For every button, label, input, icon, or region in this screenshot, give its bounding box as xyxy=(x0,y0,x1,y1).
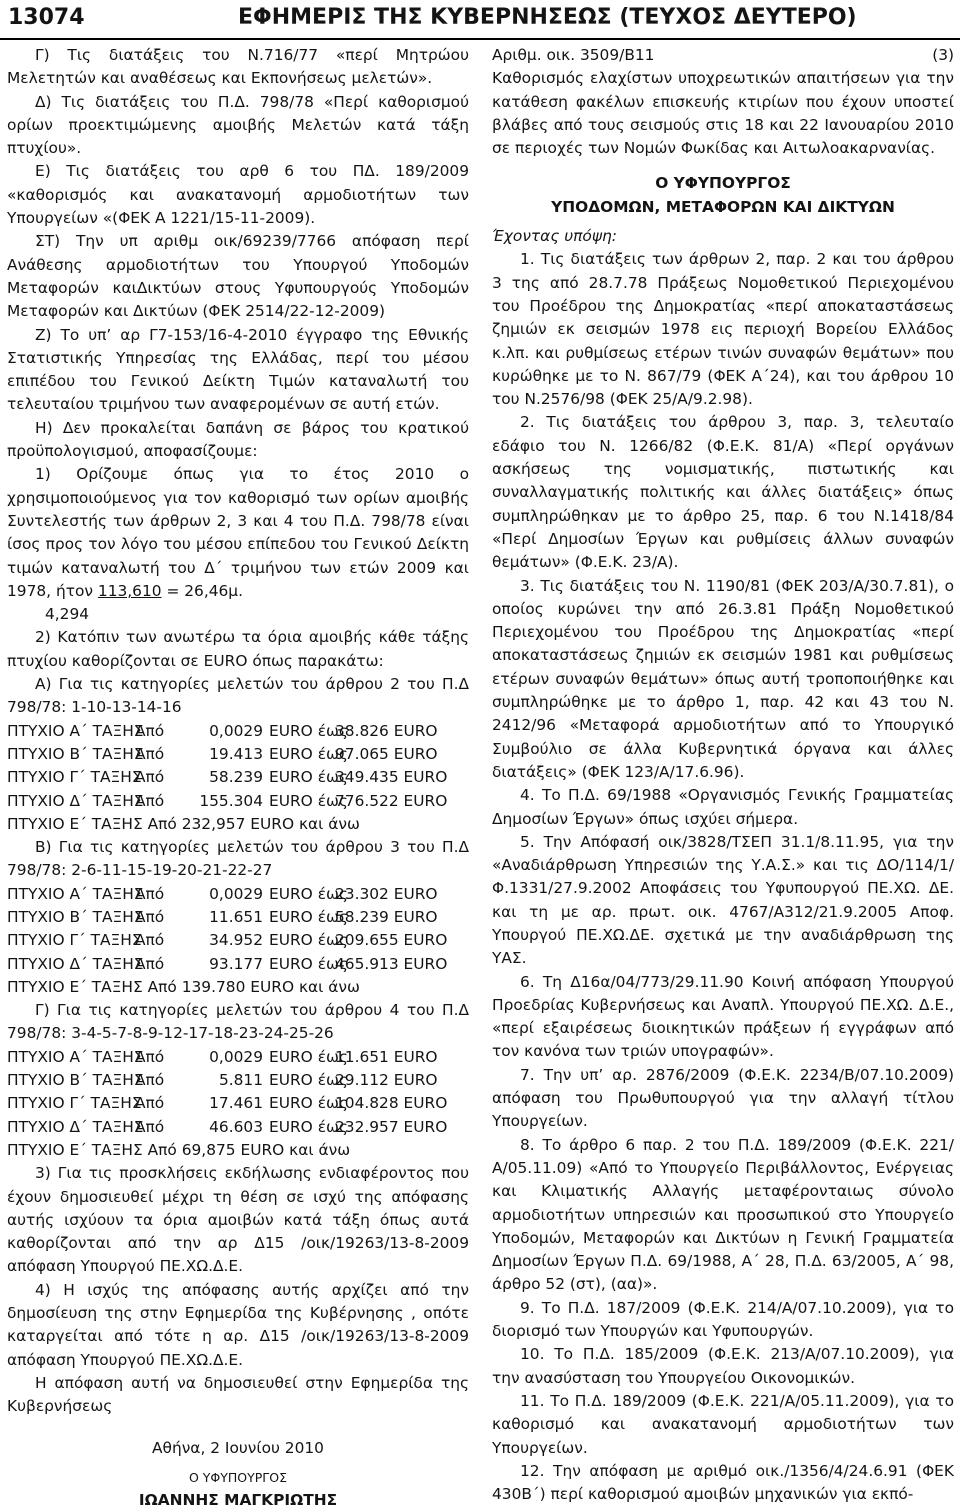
fee-max: 776.522 EURO xyxy=(335,791,448,810)
fee-from: Από xyxy=(135,791,165,810)
fee-min: 17.461 xyxy=(209,1094,263,1113)
fee-min: 93.177 xyxy=(209,954,263,973)
recital-7: 7. Την υπ’ αρ. 2876/2009 (Φ.Ε.Κ. 2234/Β/07.10.2009) απόφαση του Πρωθυπουργού για την αλλαγή τίτλου Υπουργείων. xyxy=(492,1065,954,1131)
decision-subject: Καθορισμός ελαχίστων υποχρεωτικών απαιτήσεων για την κατάθεση φακέλων επισκευής κτιρίων που έχουν υποστεί βλάβες από τους σεισμούς στις 18 και 22 Ιανουαρίου 2010 σε περιοχές των Νομών Φωκίδας και Αιτωλοακαρνανίας. xyxy=(492,69,954,158)
fee-row xyxy=(7,883,469,906)
fee-min: 46.603 xyxy=(209,1117,263,1136)
page-number: 13074 xyxy=(8,5,85,30)
paragraph-h: Η) Δεν προκαλείται δαπάνη σε βάρος του κρατικού προϋπολογισμού, αποφασίζουμε: xyxy=(7,418,469,461)
fraction-numerator: 113,610 xyxy=(97,581,162,600)
fee-currency: EURO έως xyxy=(269,768,348,787)
fee-currency: EURO έως xyxy=(269,931,348,950)
paragraph-st: ΣΤ) Την υπ αριθμ οικ/69239/7766 απόφαση περί Ανάθεσης αρμοδιοτήτων του Υπουργού Υποδομών Μεταφορών καιΔικτύων στους Υφυπουργούς Υποδομών Μεταφορών και Δικτύων (ΦΕΚ 2514/22-12-2009) xyxy=(7,232,469,321)
fee-min: 155.304 xyxy=(199,791,263,810)
fee-from: Από xyxy=(135,884,165,903)
paragraph-2: 2) Κατόπιν των ανωτέρω τα όρια αμοιβής κάθε τάξης πτυχίου καθορίζονται σε EURO όπως παρακάτω: xyxy=(7,628,469,670)
fee-class: ΠΤΥΧΙΟ Β΄ ΤΑΞΗΣ xyxy=(7,744,144,763)
fee-currency: EURO έως xyxy=(269,907,348,926)
fee-max: 104.828 EURO xyxy=(335,1094,448,1113)
fee-max: 23.302 EURO xyxy=(335,884,438,903)
paragraph-1-text: 1) Ορίζουμε όπως για το έτος 2010 ο χρησιμοποιούμενος για τον καθορισμό των ορίων αμοιβής Συντελεστής των άρθρων 2, 3 και 4 του Π.Δ. 798/78 είναι ίσος προς τον λόγο του μέσου επίπεδου του Γενικού Δείκτη τιμών καταναλωτή του Δ΄ τριμήνου των ετών 2009 και 1978, ήτον xyxy=(7,465,469,600)
fee-currency: EURO έως xyxy=(269,1071,348,1090)
fee-min: 0,0029 xyxy=(209,884,263,903)
paragraph-3: 3) Για τις προσκλήσεις εκδήλωσης ενδιαφέροντος που έχουν δημοσιευθεί μέχρι τη θέση σε ισχύ της απόφασης αυτής ισχύουν τα όρια αμοιβών κατά τάξη όπως αυτά καθορίζονται από την αρ Δ15 /οικ/19263/13-8-2009 απόφαση Υπουργού ΠΕ.ΧΩ.Δ.Ε. xyxy=(7,1164,469,1276)
fee-class: ΠΤΥΧΙΟ Δ΄ ΤΑΞΗΣ xyxy=(7,791,144,810)
recital-4: 4. Το Π.Δ. 69/1988 «Οργανισμός Γενικής Γραμματείας Δημοσίων Έργων» όπως ισχύει σήμερα. xyxy=(492,786,954,828)
decision-reference xyxy=(492,44,954,67)
paragraph-d: Δ) Τις διατάξεις του Π.Δ. 798/78 «Περί καθορισμού ορίων προεκτιμώμενης αμοιβής Μελετών κατά τάξη πτυχίου». xyxy=(7,92,469,158)
fee-from: Από xyxy=(135,931,165,950)
fee-row xyxy=(7,929,469,952)
fee-min: 0,0029 xyxy=(209,721,263,740)
fee-min: 34.952 xyxy=(209,931,263,950)
gazette-title: ΕΦΗΜΕΡΙΣ ΤΗΣ ΚΥΒΕΡΝΗΣΕΩΣ (ΤΕΥΧΟΣ ΔΕΥΤΕΡΟ) xyxy=(238,5,857,30)
decision-index: (3) xyxy=(932,46,954,64)
fee-from: Από xyxy=(135,954,165,973)
fee-row xyxy=(7,953,469,976)
signer-name: ΙΩΑΝΝΗΣ ΜΑΓΚΡΙΩΤΗΣ xyxy=(138,1491,338,1510)
fee-from: Από xyxy=(135,1117,165,1136)
group-b-table xyxy=(7,883,469,976)
fee-currency: EURO έως xyxy=(269,744,348,763)
recital-6: 6. Τη Δ16α/04/773/29.11.90 Κοινή απόφαση Υπουργού Προεδρίας Κυβερνήσεως και Αναπλ. Υπουργού ΠΕ.ΧΩ. Δ.Ε., «περί εξαιρέσεως διοικητικών πράξεων ή εγγράφων από τον κανόνα των τριών υπογραφών». xyxy=(492,972,954,1061)
recital-12: 12. Την απόφαση με αριθμό οικ./1356/4/24.6.91 (ΦΕΚ 430Β΄) περί καθορισμού αμοιβών μηχανικών για εκπό- xyxy=(492,1461,954,1504)
fee-class: ΠΤΥΧΙΟ Γ΄ ΤΑΞΗΣ xyxy=(7,768,142,787)
fee-from: Από xyxy=(135,721,165,740)
recital-2: 2. Τις διατάξεις του άρθρου 3, παρ. 3, τελευταίο εδάφιο του Ν. 1266/82 (Φ.Ε.Κ. 81/Α) «Περί οργάνων ασκήσεως της νομισματικής, πιστωτικής και συναλλαγματικής πολιτικής και άλλες διατάξεις» όπως συμπληρώθηκαν με το άρθρο 25, παρ. 6 του Ν.1418/84 «Περί Δημοσίων Έργων και ρυθμίσεις άλλων συναφών θεμάτων» (Φ.Ε.Κ. 23/Α). xyxy=(492,413,954,572)
fee-max: 11.651 EURO xyxy=(335,1047,438,1066)
fee-max: 97.065 EURO xyxy=(335,744,438,763)
fee-min: 5.811 xyxy=(218,1071,263,1090)
paragraph-4: 4) Η ισχύς της απόφασης αυτής αρχίζει από την δημοσίευση της στην Εφημερίδα της Κυβέρνησης , οπότε καταργείται από τότε η αρ. Δ15 /οικ/19263/13-8-2009 απόφαση Υπουργού ΠΕ.ΧΩ.Δ.Ε. xyxy=(7,1280,469,1369)
group-g-table xyxy=(7,1046,469,1139)
fee-row xyxy=(7,1116,469,1139)
having-regard: Έχοντας υπόψη: xyxy=(492,227,617,246)
fee-row xyxy=(7,720,469,743)
fee-row xyxy=(7,1046,469,1069)
fee-currency: EURO έως xyxy=(269,721,348,740)
recital-1: 1. Τις διατάξεις των άρθρων 2, παρ. 2 και του άρθρου 3 της από 28.7.78 Πράξεως Νομοθετικού Περιεχομένου του Προέδρου της Δημοκρατίας «περί αποκαταστάσεως ζημιών εκ σεισμών 1978 εις περιοχή Βορείου Ελλάδος κ.λπ. και ρυθμίσεως ετέρων τινών συναφών θεμάτων» που κυρώθηκε με το Ν. 867/79 (ΦΕΚ Α΄24), και του άρθρου 10 του Ν.2576/98 (ΦΕΚ 25/Α/9.2.98). xyxy=(492,250,954,409)
right-column xyxy=(492,44,954,1506)
page-header xyxy=(0,0,960,40)
fee-min: 58.239 xyxy=(209,768,263,787)
fee-row xyxy=(7,743,469,766)
fee-class: ΠΤΥΧΙΟ Γ΄ ΤΑΞΗΣ xyxy=(7,931,142,950)
fee-row xyxy=(7,766,469,789)
fee-class: ΠΤΥΧΙΟ Δ΄ ΤΑΞΗΣ xyxy=(7,954,144,973)
fee-max: 209.655 EURO xyxy=(335,931,448,950)
fee-currency: EURO έως xyxy=(269,954,348,973)
recital-11: 11. Το Π.Δ. 189/2009 (Φ.Ε.Κ. 221/Α/05.11.2009), για το καθορισμό και ανακατανομή αρμοδιοτήτων των Υπουργείων. xyxy=(492,1391,954,1457)
fee-class: ΠΤΥΧΙΟ Α΄ ΤΑΞΗΣ xyxy=(7,1047,144,1066)
minister-title: Ο ΥΦΥΠΟΥΡΓΟΣ xyxy=(655,174,791,193)
fee-class: ΠΤΥΧΙΟ Δ΄ ΤΑΞΗΣ xyxy=(7,1117,144,1136)
paragraph-g: Γ) Τις διατάξεις του Ν.716/77 «περί Μητρώου Μελετητών και αναθέσεως και Εκπονήσεως μελετών». xyxy=(7,46,469,88)
fee-from: Από xyxy=(135,744,165,763)
paragraph-1 xyxy=(7,463,469,603)
fee-class: ΠΤΥΧΙΟ Β΄ ΤΑΞΗΣ xyxy=(7,1071,144,1090)
fee-from: Από xyxy=(135,1071,165,1090)
recital-9: 9. Το Π.Δ. 187/2009 (Φ.Ε.Κ. 214/Α/07.10.2009), για το διορισμό των Υπουργών και Υφυπουργών. xyxy=(492,1298,954,1341)
paragraph-e: Ε) Τις διατάξεις του αρθ 6 του ΠΔ. 189/2009 «καθορισμός και ανακατανομή αρμοδιοτήτων των Υπουργείων «(ΦΕΚ Α 1221/15-11-2009). xyxy=(7,162,469,228)
ministry-name: ΥΠΟΔΟΜΩΝ, ΜΕΤΑΦΟΡΩΝ ΚΑΙ ΔΙΚΤΥΩΝ xyxy=(551,197,895,216)
recital-8: 8. Το άρθρο 6 παρ. 2 του Π.Δ. 189/2009 (Φ.Ε.Κ. 221/Α/05.11.09) «Από το Υπουργείο Περιβάλλοντος, Ενέργειας και Κλιματικής Αλλαγής μεταφέρονταιως σύνολο αρμοδιοτήτων υπηρεσιών και προσωπικού στο Υπουργείο Υποδομών, Μεταφορών και Δικτύων η Γενική Γραμματεία Δημοσίων Έργων Π.Δ. 69/1988, Α΄ 28, Π.Δ. 63/2005, Α΄ 98, άρθρο 52 (στ), (αα)». xyxy=(492,1135,954,1294)
fraction-result: = 26,46μ. xyxy=(161,581,243,600)
fee-max: 349.435 EURO xyxy=(335,768,448,787)
decision-number: Αριθμ. οικ. 3509/Β11 xyxy=(492,46,655,64)
fee-from: Από xyxy=(135,1047,165,1066)
fee-min: 19.413 xyxy=(209,744,263,763)
fee-row xyxy=(7,790,469,813)
fee-max: 232.957 EURO xyxy=(335,1117,448,1136)
place-date: Αθήνα, 2 Ιουνίου 2010 xyxy=(152,1438,324,1457)
group-g-last-row: ΠΤΥΧΙΟ Ε΄ ΤΑΞΗΣ Από 69,875 EURO και άνω xyxy=(7,1140,351,1159)
group-a-heading: Α) Για τις κατηγορίες μελετών του άρθρου 2 του Π.Δ 798/78: 1-10-13-14-16 xyxy=(7,675,469,717)
fee-class: ΠΤΥΧΙΟ Γ΄ ΤΑΞΗΣ xyxy=(7,1094,142,1113)
group-b-heading: Β) Για τις κατηγορίες μελετών του άρθρου 3 του Π.Δ 798/78: 2-6-11-15-19-20-21-22-27 xyxy=(7,838,469,880)
fee-max: 29.112 EURO xyxy=(335,1071,438,1090)
publication-order: Η απόφαση αυτή να δημοσιευθεί στην Εφημερίδα της Κυβερνήσεως xyxy=(7,1373,469,1416)
fee-from: Από xyxy=(135,768,165,787)
fee-row xyxy=(7,906,469,929)
fee-currency: EURO έως xyxy=(269,1117,348,1136)
left-column xyxy=(7,44,469,1512)
fee-from: Από xyxy=(135,1094,165,1113)
fee-currency: EURO έως xyxy=(269,1047,348,1066)
fee-min: 0,0029 xyxy=(209,1047,263,1066)
fee-class: ΠΤΥΧΙΟ Α΄ ΤΑΞΗΣ xyxy=(7,721,144,740)
fee-currency: EURO έως xyxy=(269,1094,348,1113)
paragraph-z: Ζ) Το υπ’ αρ Γ7-153/16-4-2010 έγγραφο της Εθνικής Στατιστικής Υπηρεσίας της Ελλάδας, περί του μέσου επιπέδου του Γενικού Δείκτη Τιμών καταναλωτή του τελευταίου τριμήνου των αναφερομένων σε αυτή ετών. xyxy=(7,325,469,414)
fraction-denominator: 4,294 xyxy=(45,605,90,624)
group-a-last-row: ΠΤΥΧΙΟ Ε΄ ΤΑΞΗΣ Από 232,957 EURO και άνω xyxy=(7,814,360,833)
fee-class: ΠΤΥΧΙΟ Α΄ ΤΑΞΗΣ xyxy=(7,884,144,903)
signer-title: Ο ΥΦΥΠΟΥΡΓΟΣ xyxy=(188,1469,288,1485)
fee-max: 38.826 EURO xyxy=(335,721,438,740)
fee-min: 11.651 xyxy=(209,907,263,926)
fee-from: Από xyxy=(135,907,165,926)
recital-5: 5. Την Απόφασή οικ/3828/ΤΣΕΠ 31.1/8.11.95, για την «Αναδιάρθρωση Υπηρεσιών της Υ.Α.Σ.» και τις ΔΟ/114/1/Φ.1331/27.9.2002 Αποφάσεις του Υφυπουργού ΠΕ.ΧΩ. ΔΕ. και τη με αρ. πρωτ. οικ. 4767/Α312/21.9.2005 Αποφ. Υπουργού ΠΕ.ΧΩ.ΔΕ. σχετικά με την αναδιάρθρωση της ΥΑΣ. xyxy=(492,832,954,968)
fee-max: 58.239 EURO xyxy=(335,907,438,926)
fee-currency: EURO έως xyxy=(269,791,348,810)
fee-class: ΠΤΥΧΙΟ Β΄ ΤΑΞΗΣ xyxy=(7,907,144,926)
fee-max: 465.913 EURO xyxy=(335,954,448,973)
fee-currency: EURO έως xyxy=(269,884,348,903)
fee-row xyxy=(7,1069,469,1092)
group-a-table xyxy=(7,720,469,813)
recital-3: 3. Τις διατάξεις του Ν. 1190/81 (ΦΕΚ 203/Α/30.7.81), ο οποίος κυρώνει την από 26.3.81 Πράξη Νομοθετικού Περιεχομένου του Προέδρου της Δημοκρατίας «περί αποκαταστάσεως ζημιών εκ σεισμών 1981 και ρυθμίσεως ετέρων συναφών θεμάτων» όπως αυτή τροποποιήθηκε και συμπληρώθηκε με το άρθρο 1, παρ. 42 και 43 του Ν. 2412/96 «Μεταφορά αρμοδιοτήτων από το Υπουργικό Συμβούλιο σε άλλα Κυβερνητικά όργανα και άλλες διατάξεις» (ΦΕΚ 123/Α/17.6.96). xyxy=(492,576,954,781)
group-b-last-row: ΠΤΥΧΙΟ Ε΄ ΤΑΞΗΣ Από 139.780 EURO και άνω xyxy=(7,977,360,996)
group-g-heading: Γ) Για τις κατηγορίες μελετών του άρθρου 4 του Π.Δ 798/78: 3-4-5-7-8-9-12-17-18-23-24-25-26 xyxy=(7,1001,469,1043)
fee-row xyxy=(7,1092,469,1115)
recital-10: 10. Το Π.Δ. 185/2009 (Φ.Ε.Κ. 213/Α/07.10.2009), για την ανασύσταση του Υπουργείου Οικονομικών. xyxy=(492,1345,954,1387)
